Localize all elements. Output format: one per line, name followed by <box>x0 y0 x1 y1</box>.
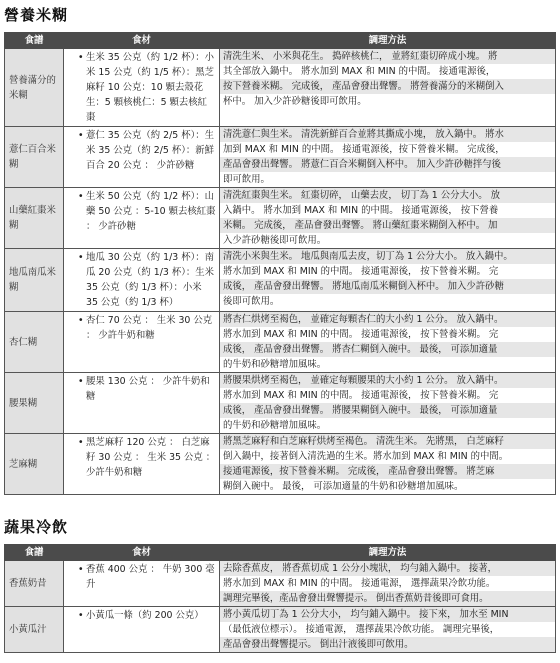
header-ingredients: 食材 <box>64 545 220 561</box>
ingredient-list <box>68 128 216 173</box>
method-cell <box>220 49 556 127</box>
recipe-name: 薏仁百合米糊 <box>5 127 64 188</box>
recipe-name: 香蕉奶昔 <box>5 561 64 607</box>
method-line: 將水加到 MAX 和 MIN 的中間。 接通電源後， 按下營養米糊。 完 <box>223 329 499 340</box>
method-line: 倒入鍋中，接著倒入清洗過的生米。將水加到 MAX 和 MIN 的中間。 <box>223 451 509 462</box>
rice-paste-recipe-table <box>4 32 556 495</box>
method-line: 將水加到 MAX 和 MIN 的中間。 接通電源後， 按下營養米糊。 完 <box>223 266 499 277</box>
header-ingredients: 食材 <box>64 33 220 49</box>
ingredient-list <box>68 374 216 404</box>
ingredients-cell <box>64 561 220 607</box>
recipe-name: 杏仁糊 <box>5 312 64 373</box>
method-line: 清洗紅棗與生米。 紅棗切碎， 山藥去皮， 切丁為 1 公分大小。 放 <box>220 188 555 203</box>
method-cell <box>220 561 556 607</box>
method-line: 糊倒入碗中。 最後， 可添加適量的牛奶和砂糖增加風味。 <box>223 481 464 492</box>
method-line: 成後， 產品會發出聲響。 將杏仁糊倒入碗中。 最後， 可添加適量 <box>220 342 555 357</box>
method-line: 按下營養米糊。 完成後， 產品會發出聲響。 將營養滿分的米糊倒入 <box>220 79 555 94</box>
method-cell <box>220 249 556 312</box>
method-line: 即可飲用。 <box>223 174 270 185</box>
method-line: 後即可飲用。 <box>223 296 280 307</box>
recipe-row <box>5 249 556 312</box>
ingredient-item: • 杏仁 70 公克 ： 生米 30 公克 ： 少許牛奶和糖 <box>78 313 216 343</box>
recipe-row <box>5 561 556 607</box>
recipe-row <box>5 373 556 434</box>
ingredient-item: • 生米 35 公克（約 1/2 杯）：小米 15 公克（約 1/5 杯）：黑芝麻籽 10 公克：10 顆去殼花生：5 顆核桃仁：5 顆去核紅棗 <box>78 50 216 125</box>
recipe-name: 小黃瓜汁 <box>5 607 64 653</box>
method-line: 將腰果烘烤至褐色， 並確定每顆腰果的大小約 1 公分。 放入鍋中。 <box>220 373 555 388</box>
section-title-cold-drinks: 蔬果冷飲 <box>4 518 69 536</box>
method-line: 調理完畢後，產品會發出聲響提示。 倒出香蕉奶昔後即可食用。 <box>220 591 555 606</box>
method-line: 將水加到 MAX 和 MIN 的中間。 接通電源後， 按下營養米糊。 完 <box>223 390 499 401</box>
ingredients-cell <box>64 607 220 653</box>
method-line: 成後， 產品會發出聲響。 將腰果糊倒入碗中。 最後， 可添加適量 <box>220 403 555 418</box>
recipe-row <box>5 607 556 653</box>
recipe-name: 地瓜南瓜米糊 <box>5 249 64 312</box>
ingredient-item: • 生米 50 公克（約 1/2 杯）：山藥 50 公克 ：5-10 顆去核紅棗 ： 少許砂糖 <box>78 189 216 234</box>
ingredients-cell <box>64 188 220 249</box>
ingredient-list <box>68 189 216 234</box>
ingredient-item: • 香蕉 400 公克 ： 牛奶 300 毫升 <box>78 562 216 592</box>
method-line: 入少許砂糖後即可飲用。 <box>223 235 327 246</box>
recipe-name: 芝麻糊 <box>5 434 64 495</box>
method-cell <box>220 127 556 188</box>
method-line: 產品會發出聲響提示。 倒出汁液後即可飲用。 <box>220 637 555 652</box>
method-line: 產品會發出聲響。 將薏仁百合米糊倒入杯中。 加入少許砂糖拌勻後 <box>220 157 555 172</box>
method-line: 加到 MAX 和 MIN 的中間。 接通電源後，按下營養米糊。 完成後， <box>223 144 505 155</box>
ingredients-cell <box>64 312 220 373</box>
method-line: 其全部放入鍋中。 將水加到 MAX 和 MIN 的中間。 接通電源後， <box>223 66 496 77</box>
method-line: 去除香蕉皮， 將香蕉切成 1 公分小塊狀， 均勻鋪入鍋中。 接著， <box>220 561 555 576</box>
ingredients-cell <box>64 249 220 312</box>
method-cell <box>220 312 556 373</box>
cold-drink-recipe-table <box>4 544 556 653</box>
method-line: 將水加到 MAX 和 MIN 的中間。 接通電源， 選擇蔬果冷飲功能。 <box>223 578 496 589</box>
ingredient-list <box>68 435 216 480</box>
ingredient-item: • 地瓜 30 公克（約 1/3 杯）：南瓜 20 公克（約 1/3 杯）：生米 35 公克（約 1/3 杯）：小米 35 公克（約 1/3 杯） <box>78 250 216 310</box>
ingredients-cell <box>64 127 220 188</box>
section-title-rice-paste: 營養米糊 <box>4 6 69 24</box>
recipe-row <box>5 127 556 188</box>
recipe-name: 營養滿分的米糊 <box>5 49 64 127</box>
ingredient-list <box>68 608 216 623</box>
ingredients-cell <box>64 49 220 127</box>
ingredient-item: • 小黃瓜一條（約 200 公克） <box>78 608 216 623</box>
method-line: 將杏仁烘烤至褐色， 並確定每顆杏仁的大小約 1 公分。 放入鍋中。 <box>220 312 555 327</box>
ingredients-cell <box>64 434 220 495</box>
method-line: 成後， 產品會發出聲響。 將地瓜南瓜米糊倒入杯中。 加入少許砂糖 <box>220 279 555 294</box>
recipe-row <box>5 434 556 495</box>
method-line: 的牛奶和砂糖增加風味。 <box>223 359 327 370</box>
recipe-row <box>5 312 556 373</box>
ingredient-list <box>68 250 216 310</box>
ingredient-item: • 腰果 130 公克 ： 少許牛奶和糖 <box>78 374 216 404</box>
method-cell <box>220 607 556 653</box>
method-line: 清洗生米、 小米與花生。 搗碎核桃仁， 並將紅棗切碎成小塊。 將 <box>220 49 555 64</box>
ingredient-list <box>68 313 216 343</box>
header-method: 調理方法 <box>220 545 556 561</box>
method-cell <box>220 434 556 495</box>
method-line: 杯中。 加入少許砂糖後即可飲用。 <box>223 96 367 107</box>
header-recipe: 食譜 <box>5 545 64 561</box>
ingredient-item: • 薏仁 35 公克（約 2/5 杯）：生米 35 公克（約 2/5 杯）：新鮮百合 20 公克 ： 少許砂糖 <box>78 128 216 173</box>
method-line: 將黑芝麻籽和白芝麻籽烘烤至褐色。 清洗生米。 先將黑， 白芝麻籽 <box>220 434 555 449</box>
recipe-row <box>5 49 556 127</box>
ingredient-list <box>68 50 216 125</box>
ingredient-item: • 黑芝麻籽 120 公克 ： 白芝麻籽 30 公克 ： 生米 35 公克 ： 少許牛奶和糖 <box>78 435 216 480</box>
ingredients-cell <box>64 373 220 434</box>
header-recipe: 食譜 <box>5 33 64 49</box>
method-line: 入鍋中。 將水加到 MAX 和 MIN 的中間。 接通電源後， 按下營養 <box>223 205 499 216</box>
table-header-row <box>5 33 556 49</box>
method-line: 清洗小米與生米。 地瓜與南瓜去皮，切丁為 1 公分大小。 放入鍋中。 <box>220 249 555 264</box>
method-line: 清洗薏仁與生米。 清洗新鮮百合並將其撕成小塊， 放入鍋中。 將水 <box>220 127 555 142</box>
method-line: （最低液位標示）。 接通電源， 選擇蔬果冷飲功能。 調理完畢後， <box>223 624 500 635</box>
method-line: 接通電源後，按下營養米糊。 完成後， 產品會發出聲響。 將芝麻 <box>220 464 555 479</box>
method-cell <box>220 188 556 249</box>
table-header-row <box>5 545 556 561</box>
method-line: 米糊。 完成後， 產品會發出聲響。 將山藥紅棗米糊倒入杯中。 加 <box>220 218 555 233</box>
ingredient-list <box>68 562 216 592</box>
recipe-name: 山藥紅棗米糊 <box>5 188 64 249</box>
method-cell <box>220 373 556 434</box>
method-line: 的牛奶和砂糖增加風味。 <box>223 420 327 431</box>
recipe-row <box>5 188 556 249</box>
method-line: 將小黃瓜切丁為 1 公分大小， 均勻鋪入鍋中。 接下來， 加水至 MIN <box>220 607 555 622</box>
header-method: 調理方法 <box>220 33 556 49</box>
recipe-name: 腰果糊 <box>5 373 64 434</box>
